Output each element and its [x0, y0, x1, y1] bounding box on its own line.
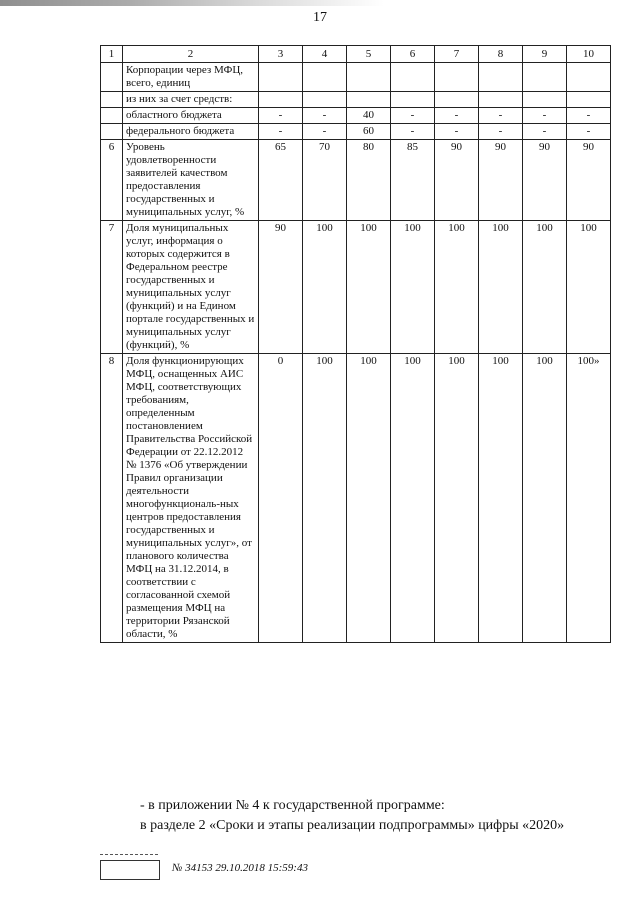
header-cell: 4	[303, 46, 347, 63]
value-cell	[347, 92, 391, 108]
row-number	[101, 108, 123, 124]
value-cell: 100	[523, 354, 567, 643]
header-cell: 1	[101, 46, 123, 63]
value-cell: 90	[479, 140, 523, 221]
indicators-table	[100, 45, 611, 643]
table-row	[101, 140, 611, 221]
page-number: 17	[313, 10, 327, 25]
value-cell: 100	[303, 354, 347, 643]
value-cell	[303, 63, 347, 92]
value-cell: 90	[567, 140, 611, 221]
value-cell: 100	[435, 354, 479, 643]
value-cell: -	[391, 124, 435, 140]
row-label: Уровень удовлетворенности заявителей качеством предоставления государственных и муниципальных услуг, %	[123, 140, 259, 221]
value-cell: 100	[479, 354, 523, 643]
header-cell: 3	[259, 46, 303, 63]
value-cell: 100	[347, 354, 391, 643]
value-cell	[479, 92, 523, 108]
value-cell: 100	[479, 221, 523, 354]
table-row	[101, 92, 611, 108]
value-cell: -	[391, 108, 435, 124]
document-id: № 34153 29.10.2018 15:59:43	[172, 862, 308, 874]
value-cell: -	[435, 108, 479, 124]
value-cell: 85	[391, 140, 435, 221]
value-cell: -	[479, 124, 523, 140]
row-number: 8	[101, 354, 123, 643]
value-cell: -	[303, 108, 347, 124]
value-cell: -	[523, 124, 567, 140]
value-cell: 90	[259, 221, 303, 354]
value-cell: 40	[347, 108, 391, 124]
table-row	[101, 63, 611, 92]
table-row	[101, 354, 611, 643]
value-cell	[259, 92, 303, 108]
value-cell	[391, 63, 435, 92]
row-number	[101, 124, 123, 140]
value-cell	[347, 63, 391, 92]
value-cell: 100	[523, 221, 567, 354]
row-number: 6	[101, 140, 123, 221]
value-cell	[391, 92, 435, 108]
value-cell: 80	[347, 140, 391, 221]
value-cell: -	[479, 108, 523, 124]
value-cell: 60	[347, 124, 391, 140]
value-cell	[567, 63, 611, 92]
value-cell: 100	[435, 221, 479, 354]
row-label: из них за счет средств:	[123, 92, 259, 108]
row-label: Доля функционирующих МФЦ, оснащенных АИС МФЦ, соответствующих требованиям, определенным постановлением Правительства Российской Федерации от 22.12.2012 № 1376 «Об утверждении Правил организации деятельности многофункциональ-ных центров предоставления государственных и муниципальных услуг», от планового количества МФЦ на 31.12.2014, в соответствии с согласованной схемой размещения МФЦ на территории Рязанской области, %	[123, 354, 259, 643]
value-cell: -	[303, 124, 347, 140]
value-cell: -	[259, 108, 303, 124]
row-number: 7	[101, 221, 123, 354]
value-cell: 100	[567, 221, 611, 354]
header-cell: 8	[479, 46, 523, 63]
row-label: Доля муниципальных услуг, информация о которых содержится в Федеральном реестре государственных и муниципальных услуг (функций) и на Едином портале государственных и муниципальных услуг (функций), %	[123, 221, 259, 354]
value-cell	[259, 63, 303, 92]
table-row	[101, 124, 611, 140]
stamp-decoration	[100, 854, 158, 859]
row-label: Корпорации через МФЦ, всего, единиц	[123, 63, 259, 92]
value-cell	[523, 63, 567, 92]
header-cell: 2	[123, 46, 259, 63]
row-label: федерального бюджета	[123, 124, 259, 140]
value-cell	[435, 92, 479, 108]
footer-line-2: в разделе 2 «Сроки и этапы реализации подпрограммы» цифры «2020»	[140, 818, 565, 833]
value-cell: 100	[303, 221, 347, 354]
value-cell: 65	[259, 140, 303, 221]
header-cell: 10	[567, 46, 611, 63]
value-cell: 100	[391, 354, 435, 643]
value-cell: -	[523, 108, 567, 124]
value-cell: 0	[259, 354, 303, 643]
header-cell: 5	[347, 46, 391, 63]
header-cell: 7	[435, 46, 479, 63]
value-cell: -	[567, 108, 611, 124]
row-number	[101, 63, 123, 92]
value-cell: 90	[523, 140, 567, 221]
value-cell	[435, 63, 479, 92]
row-number	[101, 92, 123, 108]
registration-stamp	[100, 860, 160, 880]
value-cell: -	[259, 124, 303, 140]
value-cell	[479, 63, 523, 92]
value-cell: -	[435, 124, 479, 140]
footer-line-1: - в приложении № 4 к государственной программе:	[140, 798, 445, 813]
row-label: областного бюджета	[123, 108, 259, 124]
table-row	[101, 221, 611, 354]
value-cell	[523, 92, 567, 108]
table-header-row	[101, 46, 611, 63]
value-cell: 70	[303, 140, 347, 221]
value-cell	[303, 92, 347, 108]
table-row	[101, 108, 611, 124]
value-cell: 100»	[567, 354, 611, 643]
scan-edge	[0, 0, 640, 6]
value-cell: 100	[347, 221, 391, 354]
value-cell: -	[567, 124, 611, 140]
value-cell: 90	[435, 140, 479, 221]
value-cell: 100	[391, 221, 435, 354]
header-cell: 9	[523, 46, 567, 63]
value-cell	[567, 92, 611, 108]
header-cell: 6	[391, 46, 435, 63]
